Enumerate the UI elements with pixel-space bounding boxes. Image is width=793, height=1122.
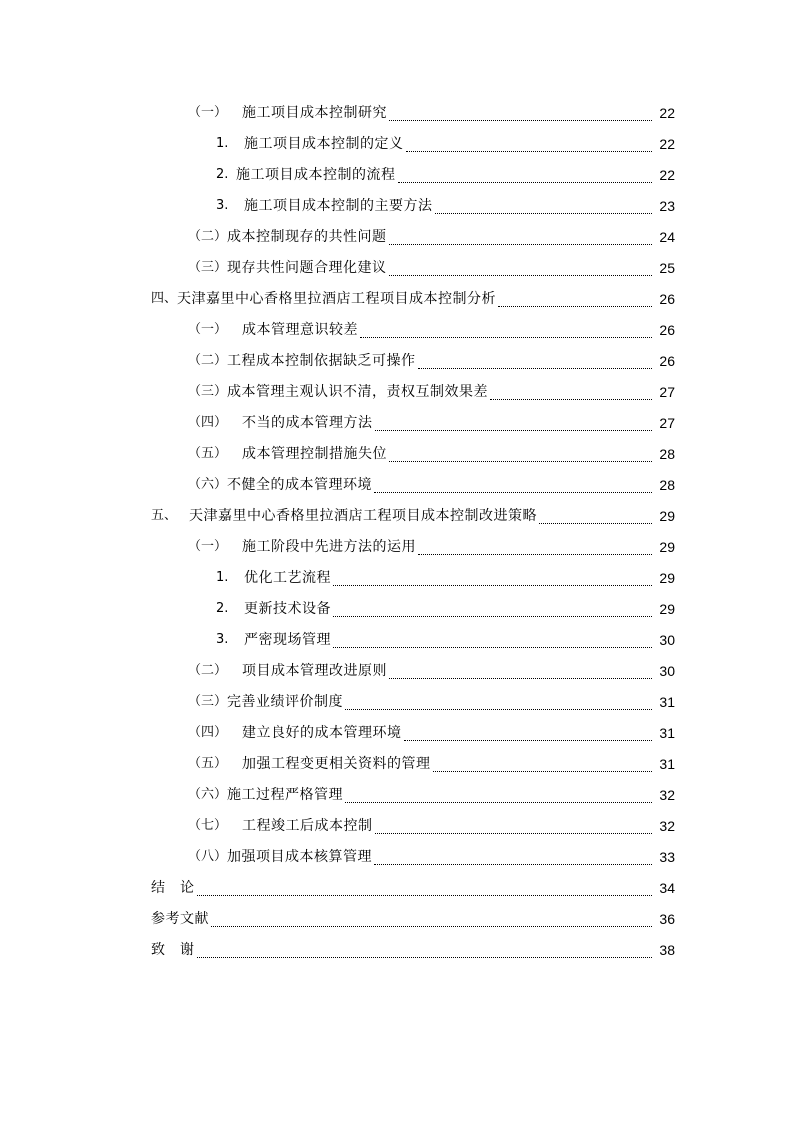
toc-entry-number: 1.: [216, 136, 229, 151]
dot-leader: [404, 728, 653, 741]
toc-entry-line: [188, 383, 675, 401]
dot-leader: [435, 201, 653, 214]
toc-entry-page-number: 36: [659, 911, 675, 927]
toc-entry-line: [151, 879, 675, 897]
toc-entry-page-number: 27: [659, 415, 675, 431]
toc-entry-title: 完善业绩评价制度: [227, 694, 344, 710]
toc-entry-page-number: 32: [659, 787, 675, 803]
toc-entry-number: 五、: [151, 508, 178, 523]
toc-entry-page-number: 31: [659, 756, 675, 772]
toc-entry-line: [188, 476, 675, 494]
dot-leader: [433, 759, 653, 772]
dot-leader: [360, 325, 652, 338]
toc-entry-title: 施工项目成本控制研究: [242, 105, 387, 121]
toc-entry[interactable]: [0, 904, 793, 935]
toc-entry-page-number: 28: [659, 446, 675, 462]
toc-entry-page-number: 29: [659, 570, 675, 586]
toc-entry-page-number: 29: [659, 508, 675, 524]
toc-entry[interactable]: [0, 408, 793, 439]
toc-entry-line: [188, 414, 675, 432]
toc-entry-number: 四、: [151, 291, 178, 306]
toc-entry[interactable]: [0, 625, 793, 656]
toc-entry[interactable]: [0, 160, 793, 191]
toc-entry-line: [188, 662, 675, 680]
toc-entry-title: 加强项目成本核算管理: [227, 849, 373, 865]
toc-entry[interactable]: [0, 222, 793, 253]
toc-entry-title: 结 论: [151, 880, 195, 896]
toc-entry-title: 更新技术设备: [244, 601, 331, 617]
toc-entry[interactable]: [0, 315, 793, 346]
dot-leader: [375, 418, 653, 431]
toc-entry-number: 1.: [216, 570, 229, 585]
toc-entry-title: 成本管理意识较差: [242, 322, 358, 338]
toc-entry-number: （一）: [188, 539, 228, 554]
toc-entry-title: 加强工程变更相关资料的管理: [242, 756, 431, 772]
toc-entry-title: 不当的成本管理方法: [242, 415, 373, 431]
toc-entry[interactable]: [0, 594, 793, 625]
toc-entry[interactable]: [0, 253, 793, 284]
dot-leader: [389, 108, 652, 121]
toc-entry-title: 成本控制现存的共性问题: [227, 229, 387, 245]
toc-entry-title: 严密现场管理: [244, 632, 331, 648]
toc-entry-page-number: 32: [659, 818, 675, 834]
dot-leader: [398, 170, 653, 183]
dot-leader: [345, 697, 652, 710]
toc-entry-title: 施工项目成本控制的定义: [244, 136, 404, 152]
toc-entry[interactable]: [0, 842, 793, 873]
toc-entry-page-number: 26: [659, 353, 675, 369]
toc-entry-number: （六）: [188, 477, 228, 492]
dot-leader: [211, 914, 652, 927]
toc-entry-number: （五）: [188, 446, 228, 461]
dot-leader: [418, 542, 652, 555]
toc-entry-number: （二）: [188, 229, 228, 244]
dot-leader: [389, 666, 652, 679]
toc-entry-line: [216, 600, 675, 618]
toc-entry-title: 建立良好的成本管理环境: [242, 725, 402, 741]
toc-entry-title: 施工项目成本控制的主要方法: [244, 198, 433, 214]
toc-entry-line: [188, 259, 675, 277]
dot-leader: [389, 449, 652, 462]
toc-entry-title: 成本管理控制措施失位: [242, 446, 387, 462]
dot-leader: [406, 139, 653, 152]
dot-leader: [389, 263, 652, 276]
toc-entry[interactable]: [0, 811, 793, 842]
toc-entry-number: （六）: [188, 787, 228, 802]
toc-entry-title: 现存共性问题合理化建议: [227, 260, 387, 276]
toc-entry-line: [188, 538, 675, 556]
toc-entry[interactable]: [0, 346, 793, 377]
toc-entry-page-number: 26: [659, 291, 675, 307]
toc-entry[interactable]: [0, 687, 793, 718]
toc-entry-page-number: 22: [659, 167, 675, 183]
toc-entry[interactable]: [0, 129, 793, 160]
toc-entry-line: [188, 352, 675, 370]
toc-entry-title: 参考文献: [151, 911, 209, 927]
toc-entry-number: （七）: [188, 818, 228, 833]
toc-entry-title: 天津嘉里中心香格里拉酒店工程项目成本控制分析: [177, 291, 497, 307]
toc-entry-number: 3.: [216, 198, 229, 213]
toc-entry-line: [188, 693, 675, 711]
toc-entry-page-number: 29: [659, 601, 675, 617]
toc-entry[interactable]: [0, 98, 793, 129]
toc-entry-line: [188, 445, 675, 463]
toc-entry-page-number: 26: [659, 322, 675, 338]
toc-entry[interactable]: [0, 470, 793, 501]
toc-entry[interactable]: [0, 439, 793, 470]
toc-entry[interactable]: [0, 191, 793, 222]
toc-entry-page-number: 30: [659, 663, 675, 679]
toc-entry-page-number: 31: [659, 694, 675, 710]
toc-entry-line: [188, 724, 675, 742]
toc-entry-page-number: 27: [659, 384, 675, 400]
toc-entry-title: 致 谢: [151, 942, 195, 958]
toc-entry-number: 2.: [216, 167, 229, 182]
toc-entry-number: （五）: [188, 756, 228, 771]
toc-entry-line: [188, 786, 675, 804]
toc-entry-title: 项目成本管理改进原则: [242, 663, 387, 679]
toc-entry-number: （二）: [188, 353, 228, 368]
toc-entry-line: [216, 166, 675, 184]
toc-entry-number: （一）: [188, 105, 228, 120]
toc-entry-number: （二）: [188, 663, 228, 678]
toc-entry-title: 成本管理主观认识不清，责权互制效果差: [227, 384, 489, 400]
dot-leader: [374, 852, 652, 865]
toc-entry-number: （八）: [188, 849, 228, 864]
toc-entry-number: （三）: [188, 694, 228, 709]
toc-entry-number: 2.: [216, 601, 229, 616]
toc-entry[interactable]: [0, 873, 793, 904]
toc-entry-number: （三）: [188, 260, 228, 275]
dot-leader: [333, 573, 652, 586]
toc-entry[interactable]: [0, 532, 793, 563]
toc-entry-page-number: 34: [659, 880, 675, 896]
toc-entry-number: （四）: [188, 415, 228, 430]
toc-entry-title: 不健全的成本管理环境: [227, 477, 373, 493]
toc-entry[interactable]: [0, 718, 793, 749]
toc-entry[interactable]: [0, 377, 793, 408]
toc-entry-number: 3.: [216, 632, 229, 647]
toc-entry-page-number: 28: [659, 477, 675, 493]
toc-entry-line: [216, 631, 675, 649]
toc-entry-title: 施工项目成本控制的流程: [236, 167, 396, 183]
dot-leader: [345, 790, 652, 803]
toc-entry-line: [188, 321, 675, 339]
toc-entry-line: [151, 941, 675, 959]
dot-leader: [418, 356, 652, 369]
toc-entry[interactable]: [0, 935, 793, 966]
dot-leader: [375, 821, 653, 834]
toc-entry-line: [188, 104, 675, 122]
toc-entry[interactable]: [0, 284, 793, 315]
toc-entry-line: [216, 197, 675, 215]
toc-entry-page-number: 22: [659, 136, 675, 152]
toc-entry[interactable]: [0, 501, 793, 532]
toc-entry-number: （四）: [188, 725, 228, 740]
toc-entry-page-number: 33: [659, 849, 675, 865]
toc-entry-page-number: 22: [659, 105, 675, 121]
toc-entry-line: [188, 848, 675, 866]
toc-entry-title: 工程成本控制依据缺乏可操作: [227, 353, 416, 369]
toc-entry-line: [151, 290, 675, 308]
toc-entry[interactable]: [0, 749, 793, 780]
toc-entry-title: 施工过程严格管理: [227, 787, 344, 803]
toc-entry-number: （一）: [188, 322, 228, 337]
toc-entry-title: 天津嘉里中心香格里拉酒店工程项目成本控制改进策略: [189, 508, 537, 524]
toc-entry-page-number: 31: [659, 725, 675, 741]
toc-entry-line: [188, 817, 675, 835]
dot-leader: [490, 387, 652, 400]
toc-entry-line: [216, 135, 675, 153]
toc-entry-line: [216, 569, 675, 587]
toc-entry-page-number: 23: [659, 198, 675, 214]
dot-leader: [539, 511, 652, 524]
toc-entry[interactable]: [0, 780, 793, 811]
toc-entry[interactable]: [0, 656, 793, 687]
dot-leader: [333, 604, 652, 617]
toc-entry-line: [188, 755, 675, 773]
toc-entry-line: [188, 228, 675, 246]
toc-entry-title: 施工阶段中先进方法的运用: [242, 539, 416, 555]
dot-leader: [197, 945, 653, 958]
toc-entry-title: 工程竣工后成本控制: [242, 818, 373, 834]
toc-entry-line: [151, 910, 675, 928]
toc-entry-title: 优化工艺流程: [244, 570, 331, 586]
toc-entry-page-number: 25: [659, 260, 675, 276]
dot-leader: [389, 232, 652, 245]
toc-entry-line: [151, 507, 675, 525]
dot-leader: [374, 480, 652, 493]
toc-entry-page-number: 29: [659, 539, 675, 555]
toc-entry[interactable]: [0, 563, 793, 594]
dot-leader: [333, 635, 652, 648]
toc-entry-page-number: 30: [659, 632, 675, 648]
dot-leader: [197, 883, 653, 896]
table-of-contents: [0, 98, 793, 966]
toc-entry-number: （三）: [188, 384, 228, 399]
toc-entry-page-number: 38: [659, 942, 675, 958]
toc-entry-page-number: 24: [659, 229, 675, 245]
dot-leader: [498, 294, 652, 307]
